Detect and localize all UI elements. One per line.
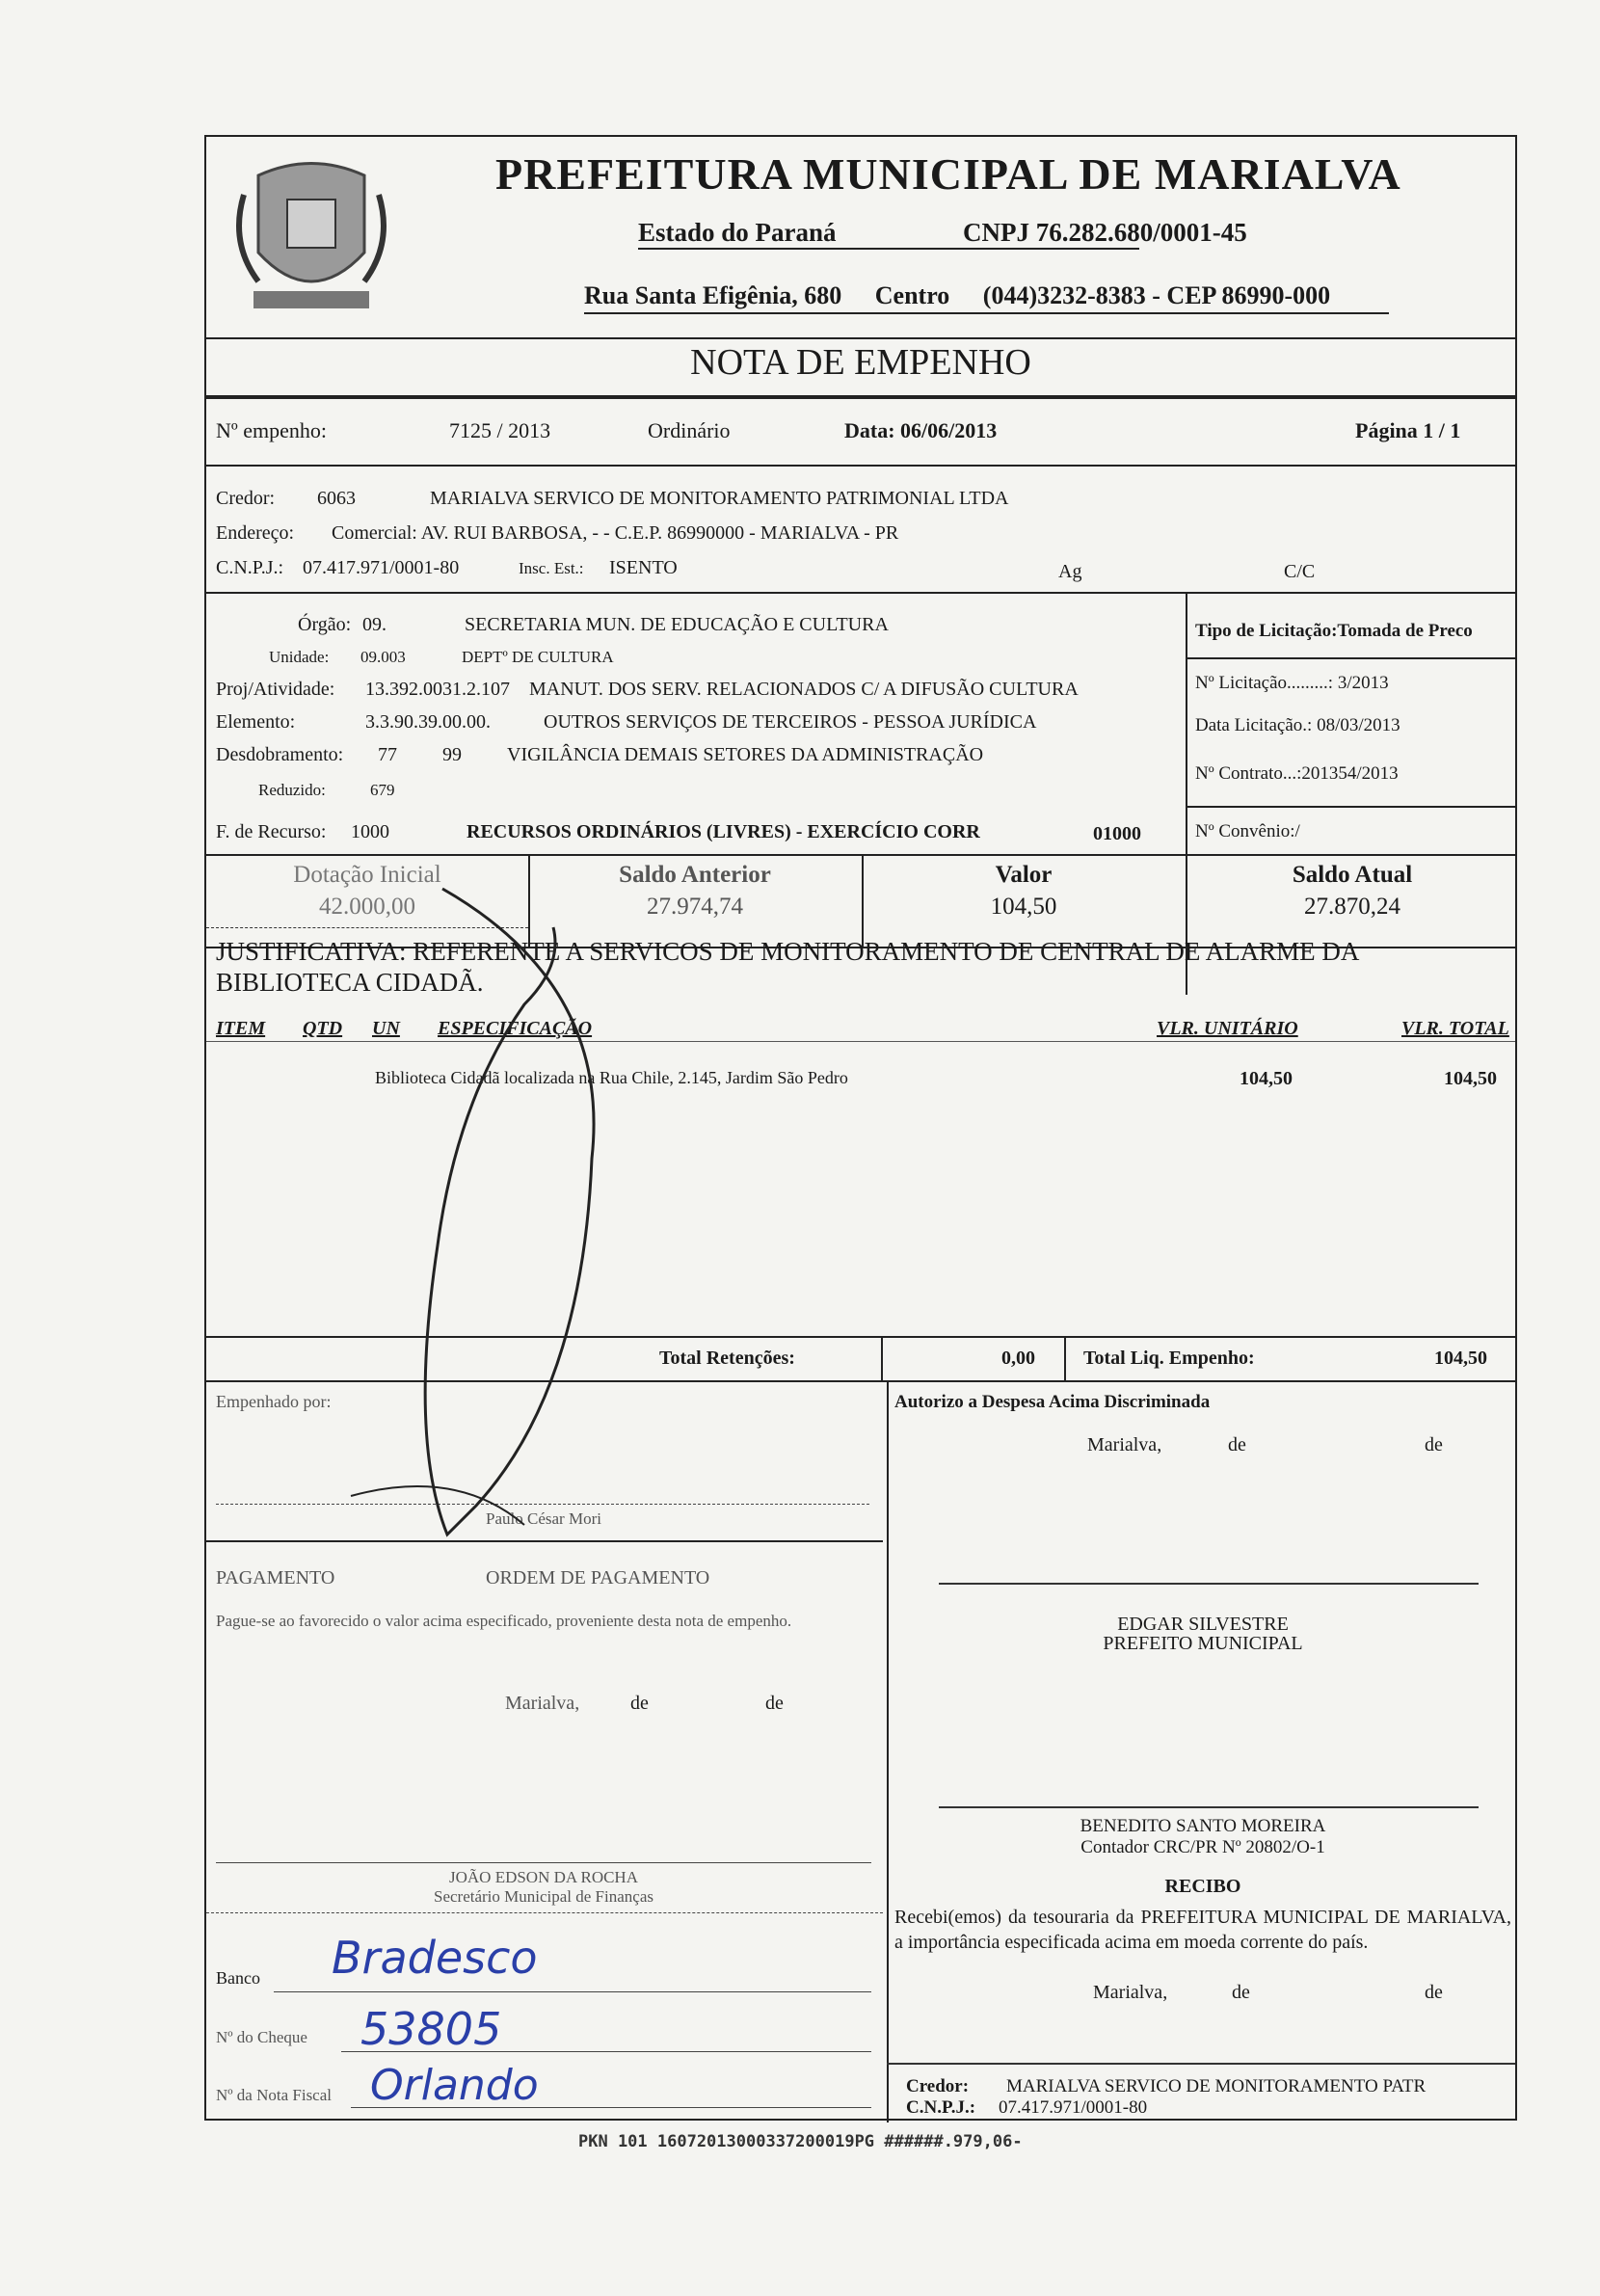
unidade-code: 09.003: [360, 648, 406, 666]
desdobramento-code: 77: [378, 744, 397, 765]
col-un: UN: [372, 1018, 400, 1039]
signer2-role: Secretário Municipal de Finanças: [433, 1887, 653, 1906]
proj-code: 13.392.0031.2.107: [365, 679, 510, 700]
desdobramento-name: VIGILÂNCIA DEMAIS SETORES DA ADMINISTRAÇÃO: [507, 744, 984, 765]
signer2-name: JOÃO EDSON DA ROCHA: [449, 1868, 638, 1886]
item-row-desc: Biblioteca Cidadã localizada na Rua Chile, 2.145, Jardim São Pedro: [375, 1068, 848, 1087]
total-liquido-value: 104,50: [1434, 1348, 1487, 1369]
valor-value: 104,50: [990, 894, 1057, 920]
empenho-type: Ordinário: [648, 418, 731, 442]
saldo-anterior-label: Saldo Anterior: [619, 862, 771, 888]
total-retencoes-label: Total Retenções:: [659, 1348, 795, 1369]
ie-label: Insc. Est.:: [519, 559, 584, 577]
orgao-code: 09.: [362, 614, 387, 635]
valor-label: Valor: [995, 862, 1053, 888]
header-state: Estado do Paraná: [638, 218, 1139, 250]
right-city1: Marialva,: [1087, 1434, 1162, 1455]
col-qtd: QTD: [303, 1018, 343, 1039]
prefeito-name: EDGAR SILVESTRE: [1117, 1614, 1289, 1635]
justificativa-line1: JUSTIFICATIVA: REFERENTE A SERVICOS DE MONITORAMENTO DE CENTRAL DE ALARME DA: [216, 937, 1360, 966]
header-phone-cep: (044)3232-8383 - CEP 86990-000: [982, 281, 1331, 309]
header-district: Centro: [874, 281, 950, 309]
total-liquido-label: Total Liq. Empenho:: [1083, 1348, 1255, 1369]
signer1-name: Paulo César Mori: [486, 1509, 601, 1528]
endereco-label: Endereço:: [216, 522, 295, 544]
unidade-label: Unidade:: [269, 648, 330, 666]
recibo-credor-label: Credor:: [906, 2076, 970, 2096]
item-row-total: 104,50: [1444, 1068, 1497, 1089]
licitacao-contrato: Nº Contrato...:201354/2013: [1195, 763, 1399, 784]
header-cnpj: CNPJ 76.282.680/0001-45: [963, 218, 1247, 247]
credor-name: MARIALVA SERVICO DE MONITORAMENTO PATRIMONIAL LTDA: [430, 488, 1009, 509]
fonte-name: RECURSOS ORDINÁRIOS (LIVRES) - EXERCÍCIO CORR: [467, 821, 980, 842]
banco-label: Banco: [216, 1968, 260, 1988]
recibo-cnpj-label: C.N.P.J.:: [906, 2097, 976, 2118]
recibo-title: RECIBO: [1164, 1876, 1241, 1897]
reduzido-label: Reduzido:: [258, 781, 326, 799]
desdobramento-sub: 99: [442, 744, 462, 765]
nf-label: Nº da Nota Fiscal: [216, 2086, 332, 2104]
right-de2: de: [1425, 1434, 1443, 1455]
item-row-unit: 104,50: [1240, 1068, 1293, 1089]
banco-handwritten: Bradesco: [332, 1932, 538, 1984]
cc-label: C/C: [1284, 561, 1316, 582]
autorizo-label: Autorizo a Despesa Acima Discriminada: [894, 1392, 1211, 1412]
right-de4: de: [1425, 1982, 1443, 2003]
contador-name: BENEDITO SANTO MOREIRA: [1080, 1816, 1326, 1836]
elemento-code: 3.3.90.39.00.00.: [365, 711, 491, 733]
right-city2: Marialva,: [1093, 1982, 1168, 2003]
total-retencoes-value: 0,00: [1001, 1348, 1035, 1369]
empenho-date: Data: 06/06/2013: [844, 418, 998, 442]
doc-title: NOTA DE EMPENHO: [690, 342, 1031, 383]
licitacao-tipo: Tipo de Licitação:Tomada de Preco: [1195, 621, 1473, 641]
left-city: Marialva,: [505, 1693, 580, 1714]
page-number: Página 1 / 1: [1355, 418, 1461, 442]
empenho-form: [204, 135, 1517, 2121]
footer-code: PKN 101 16072013000337200019PG ######.979,06-: [578, 2132, 1023, 2151]
right-de3: de: [1232, 1982, 1250, 2003]
pague-text: Pague-se ao favorecido o valor acima especificado, proveniente desta nota de empenho.: [216, 1612, 792, 1630]
elemento-name: OUTROS SERVIÇOS DE TERCEIROS - PESSOA JURÍDICA: [544, 711, 1037, 733]
desdobramento-label: Desdobramento:: [216, 744, 344, 765]
recibo-text: Recebi(emos) da tesouraria da PREFEITURA MUNICIPAL DE MARIALVA, a importância especificada acima em moeda corrente do país.: [894, 1907, 1511, 1953]
contador-role: Contador CRC/PR Nº 20802/O-1: [1080, 1837, 1325, 1857]
empenho-number-label: Nº empenho:: [216, 418, 327, 442]
col-spec: ESPECIFICAÇÃO: [438, 1018, 593, 1039]
saldo-anterior-value: 27.974,74: [647, 894, 743, 920]
prefeito-role: PREFEITO MUNICIPAL: [1103, 1633, 1303, 1654]
col-item: ITEM: [216, 1018, 266, 1039]
left-de1: de: [630, 1693, 649, 1714]
cheque-label: Nº do Cheque: [216, 2028, 307, 2046]
credor-code: 6063: [317, 488, 356, 509]
licitacao-numero: Nº Licitação.........: 3/2013: [1195, 673, 1389, 693]
orgao-name: SECRETARIA MUN. DE EDUCAÇÃO E CULTURA: [465, 614, 889, 635]
proj-label: Proj/Atividade:: [216, 679, 335, 700]
proj-name: MANUT. DOS SERV. RELACIONADOS C/ A DIFUSÃO CULTURA: [529, 679, 1079, 700]
fonte-label: F. de Recurso:: [216, 821, 327, 842]
licitacao-data: Data Licitação.: 08/03/2013: [1195, 715, 1400, 735]
elemento-label: Elemento:: [216, 711, 296, 733]
nf-handwritten: Orlando: [370, 2061, 539, 2110]
unidade-name: DEPTº DE CULTURA: [462, 648, 614, 666]
ag-label: Ag: [1058, 561, 1082, 582]
col-total: VLR. TOTAL: [1401, 1018, 1509, 1039]
right-de1: de: [1228, 1434, 1246, 1455]
col-unit: VLR. UNITÁRIO: [1157, 1018, 1298, 1039]
credor-ie: ISENTO: [609, 557, 678, 578]
dotacao-inicial-label: Dotação Inicial: [293, 862, 441, 888]
cheque-handwritten: 53805: [360, 2003, 502, 2055]
credor-label: Credor:: [216, 488, 276, 509]
header-street: Rua Santa Efigênia, 680: [584, 281, 842, 309]
header-title: PREFEITURA MUNICIPAL DE MARIALVA: [495, 149, 1401, 199]
recibo-credor-value: MARIALVA SERVICO DE MONITORAMENTO PATR: [1006, 2076, 1427, 2096]
empenho-number: 7125 / 2013: [449, 418, 551, 442]
empenhado-por-label: Empenhado por:: [216, 1392, 332, 1411]
pagamento-label: PAGAMENTO: [216, 1567, 335, 1589]
credor-cnpj: 07.417.971/0001-80: [303, 557, 460, 578]
licitacao-convenio: Nº Convênio:/: [1195, 821, 1300, 841]
pen-stroke: [206, 137, 1519, 2122]
reduzido-code: 679: [370, 781, 395, 799]
left-de2: de: [765, 1693, 784, 1714]
ordem-pagamento-label: ORDEM DE PAGAMENTO: [486, 1567, 710, 1589]
fonte-num: 01000: [1093, 823, 1141, 844]
dotacao-inicial-value: 42.000,00: [319, 894, 415, 920]
recibo-cnpj-value: 07.417.971/0001-80: [999, 2097, 1148, 2118]
justificativa-line2: BIBLIOTECA CIDADÃ.: [216, 968, 484, 997]
fonte-code: 1000: [351, 821, 389, 842]
cnpj-label: C.N.P.J.:: [216, 557, 284, 578]
credor-address: Comercial: AV. RUI BARBOSA, - - C.E.P. 86990000 - MARIALVA - PR: [332, 522, 899, 544]
saldo-atual-label: Saldo Atual: [1292, 862, 1413, 888]
orgao-label: Órgão:: [298, 614, 352, 635]
saldo-atual-value: 27.870,24: [1304, 894, 1400, 920]
